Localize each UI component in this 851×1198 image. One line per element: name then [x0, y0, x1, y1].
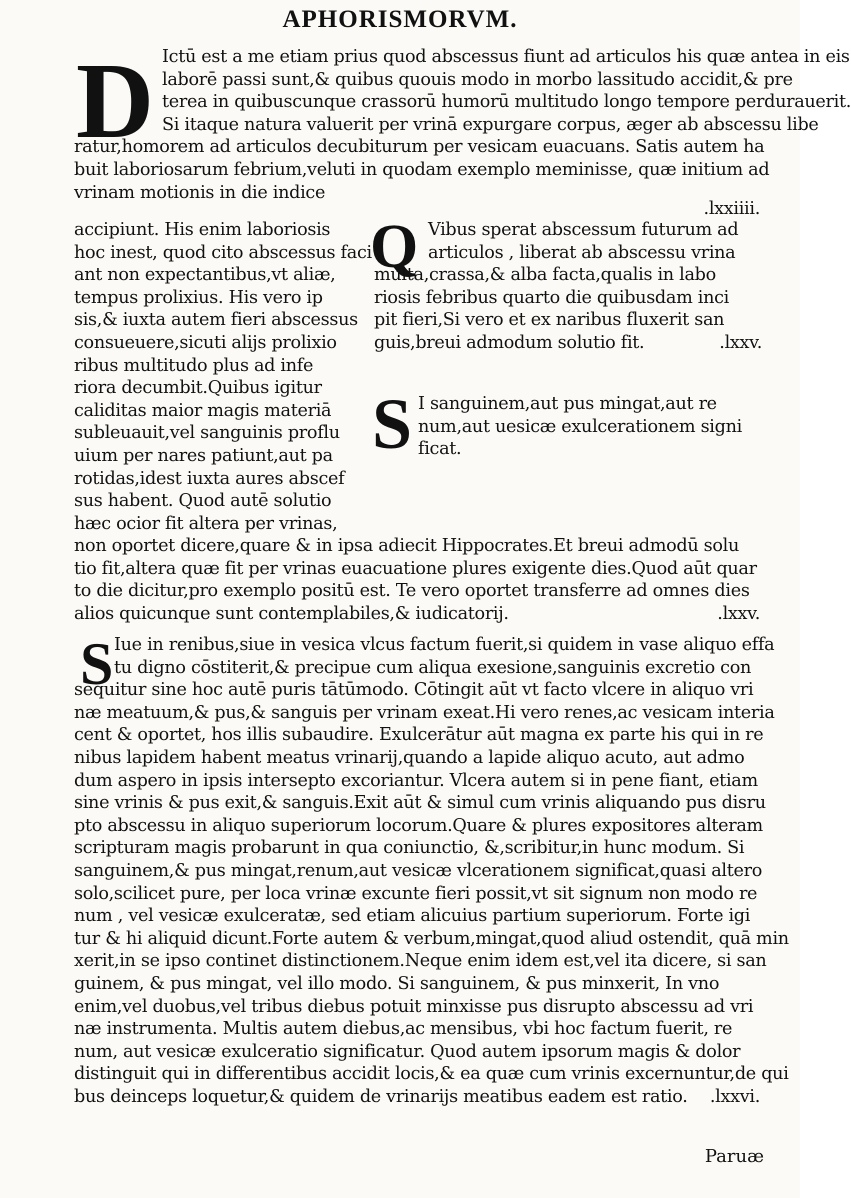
- text-fragment: bus deinceps loquetur,& quidem de vrinarijs meatibus eadem est ratio.: [74, 1086, 688, 1107]
- text-fragment: guis,breui admodum solutio fit.: [374, 332, 645, 353]
- text-line: laborē passi sunt,& quibus quouis modo in morbo lassitudo accidit,& pre: [162, 69, 793, 90]
- text-line: ratur,homorem ad articulos decubiturum per vesicam euacuans. Satis autem ha: [74, 137, 765, 158]
- paragraph-commentary: [74, 631, 789, 1108]
- text-line: Ictū est a me etiam prius quod abscessus fiunt ad articulos his quæ antea in eis: [162, 47, 850, 67]
- page-header: APHORISMORVM.: [282, 6, 518, 33]
- text-line: cent & oportet, hos illis subaudire. Exulcerātur aūt magna ex parte his qui in re: [74, 725, 764, 746]
- text-line: næ instrumenta. Multis autem diebus,ac mensibus, vbi hoc factum fuerit, re: [74, 1019, 733, 1040]
- aphorism-number-lxxvi: .lxxvi.: [709, 1086, 760, 1107]
- text-line: dum aspero in ipsis intersepto excoriantur. Vlcera autem si in pene fiant, etiam: [74, 770, 758, 791]
- aphorism-lxxv-text: [428, 219, 768, 264]
- aphorism-lxxvi-text: [418, 393, 768, 461]
- paragraph-intro: [74, 42, 851, 204]
- text-line: tu digno cōstiterit,& precipue cum aliqua exesione,sanguinis excretio con: [114, 657, 752, 678]
- text-line: hæc ocior fit altera per vrinas,: [74, 513, 338, 534]
- text-line-with-number: [374, 332, 768, 355]
- text-line: to die dicitur,pro exemplo positū est. Te vero oportet transferre ad omnes dies: [74, 581, 750, 602]
- text-line: non oportet dicere,quare & in ipsa adiecit Hippocrates.Et breui admodū solu: [74, 536, 740, 556]
- text-line: distinguit qui in differentibus accidit locis,& ea quæ cum vrinis excernuntur,de qui: [74, 1064, 789, 1085]
- text-line: num , vel vesicæ exulceratæ, sed etiam alicuius partium superiorum. Forte igi: [74, 906, 751, 927]
- text-line: xerit,in se ipso continet distinctionem.Neque enim idem est,vel ita dicere, si san: [74, 951, 767, 972]
- text-line: riora decumbit.Quibus igitur: [74, 378, 322, 399]
- text-line: scripturam magis probarunt in qua coniunctio, &,scribitur,in hunc modum. Si: [74, 838, 745, 859]
- text-line: solo,scilicet pure, per loca vrinæ excunte fieri possit,vt sit signum non modo re: [74, 883, 758, 904]
- text-line: enim,vel duobus,vel tribus diebus potuit minxisse pus disrupto abscessu ad vri: [74, 996, 754, 1017]
- drop-cap-q: Q: [370, 213, 419, 281]
- aphorism-number: [394, 198, 774, 221]
- aphorism-number-lxxiiii: .lxxiiii.: [703, 199, 760, 219]
- commentary-left-column: [74, 219, 374, 535]
- text-line: sanguinem,& pus mingat,renum,aut vesicæ vlcerationem significat,quasi altero: [74, 860, 763, 881]
- text-line: sis,& iuxta autem fieri abscessus: [74, 310, 358, 331]
- text-line: uium per nares patiunt,aut pa: [74, 445, 333, 466]
- aphorism-number: [394, 603, 774, 626]
- text-line: rotidas,idest iuxta aures abscef: [74, 468, 345, 489]
- text-line: ficat.: [418, 439, 462, 460]
- text-line: consueuere,sicuti alijs prolixio: [74, 332, 337, 353]
- text-line: articulos , liberat ab abscessu vrina: [428, 242, 736, 263]
- text-line: guinem, & pus mingat, vel illo modo. Si sanguinem, & pus minxerit, In vno: [74, 973, 720, 994]
- text-line: terea in quibuscunque crassorū humorū multitudo longo tempore perdurauerit.: [162, 92, 851, 113]
- text-line: accipiunt. His enim laboriosis: [74, 220, 331, 240]
- aphorism-number-lxxv-second: .lxxv.: [717, 604, 760, 624]
- text-line: num,aut uesicæ exulcerationem signi: [418, 416, 742, 437]
- text-line: Iue in renibus,siue in vesica vlcus factum fuerit,si quidem in vase aliquo effa: [114, 635, 775, 655]
- text-line: subleuauit,vel sanguinis proflu: [74, 423, 340, 444]
- text-line: pto abscessu in aliquo superiorum locorum.Quare & plures expositores alteram: [74, 815, 763, 836]
- text-line: tur & hi aliquid dicunt.Forte autem & verbum,mingat,quod aliud ostendit, quā min: [74, 928, 789, 949]
- text-line: nibus lapidem habent meatus vrinarij,quando a lapide aliquo acuto, aut admo: [74, 747, 745, 768]
- text-line: ant non expectantibus,vt aliæ,: [74, 265, 336, 286]
- text-line: caliditas maior magis materiā: [74, 400, 332, 421]
- text-line: I sanguinem,aut pus mingat,aut re: [418, 394, 717, 414]
- text-line: sequitur sine hoc autē puris tātūmodo. Cōtingit aūt vt facto vlcere in aliquo vri: [74, 680, 754, 701]
- text-line: num, aut vesicæ exulceratio significatur. Quod autem ipsorum magis & dolor: [74, 1041, 741, 1062]
- drop-cap-d: D: [76, 42, 154, 161]
- text-line: multa,crassa,& alba facta,qualis in labo: [374, 265, 716, 285]
- text-line: tempus prolixius. His vero ip: [74, 287, 323, 308]
- text-line: Vibus sperat abscessum futurum ad: [428, 220, 739, 240]
- text-line: Si itaque natura valuerit per vrinā expurgare corpus, æger ab abscessu libe: [162, 114, 819, 135]
- text-line: riosis febribus quarto die quibusdam inci: [374, 287, 729, 308]
- text-line: pit fieri,Si vero et ex naribus fluxerit san: [374, 310, 725, 331]
- text-line: sine vrinis & pus exit,& sanguis.Exit aūt & simul cum vrinis aliquando pus disru: [74, 793, 766, 814]
- text-line: alios quicunque sunt contemplabiles,& iudicatorij.: [74, 603, 509, 624]
- text-line: buit laboriosarum febrium,veluti in quodam exemplo meminisse, quæ initium ad: [74, 159, 770, 180]
- text-line: vrinam motionis in die indice: [74, 182, 326, 203]
- text-line: ribus multitudo plus ad infe: [74, 355, 314, 376]
- text-line: tio fit,altera quæ fit per vrinas euacuatione plures exigente dies.Quod aūt quar: [74, 558, 757, 579]
- text-line: hoc inest, quod cito abscessus faci: [74, 242, 372, 263]
- aphorism-lxxv-text-cont: [374, 264, 768, 354]
- text-line: næ meatuum,& pus,& sanguis per vrinam exeat.Hi vero renes,ac vesicam interia: [74, 702, 775, 723]
- text-line-with-number: [74, 1086, 764, 1109]
- drop-cap-s: S: [372, 384, 413, 464]
- text-line: sus habent. Quod autē solutio: [74, 491, 332, 512]
- drop-cap-s-second: S: [80, 631, 114, 697]
- catchword: Paruæ: [704, 1146, 764, 1167]
- aphorism-number-lxxv: .lxxv.: [719, 332, 762, 353]
